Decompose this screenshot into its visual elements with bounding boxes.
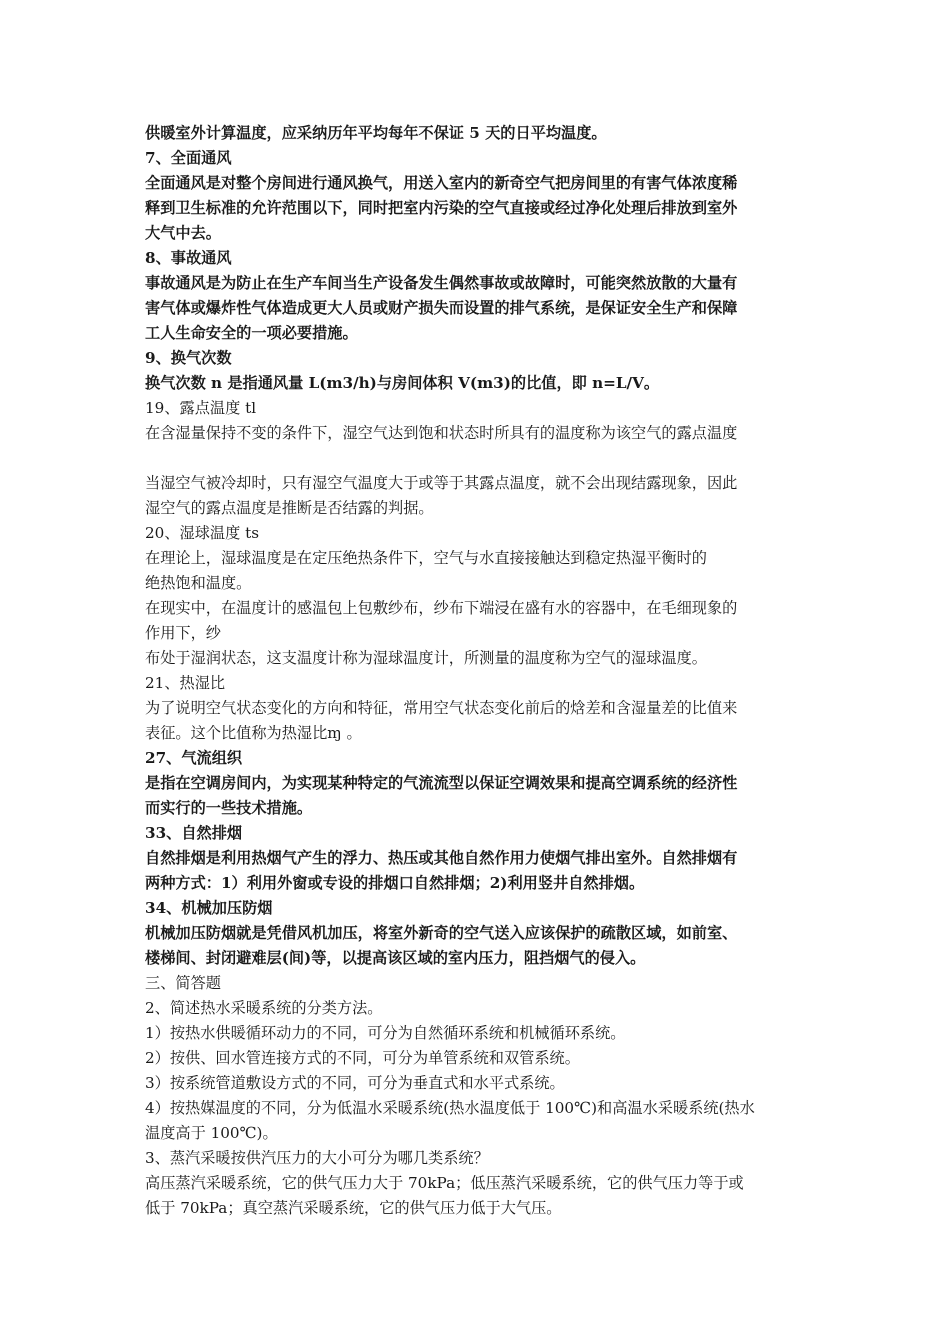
- section-heading: 9、换气次数: [145, 349, 232, 367]
- paragraph-line: 害气体或爆炸性气体造成更大人员或财产损失而设置的排气系统，是保证安全生产和保障: [145, 299, 738, 317]
- paragraph-line: 事故通风是为防止在生产车间当生产设备发生偶然事故或故障时，可能突然放散的大量有: [145, 274, 738, 292]
- paragraph-line: 自然排烟是利用热烟气产生的浮力、热压或其他自然作用力使烟气排出室外。自然排烟有: [145, 849, 738, 867]
- section-heading: 20、湿球温度 ts: [145, 524, 259, 542]
- paragraph-line: 在现实中，在温度计的感温包上包敷纱布，纱布下端浸在盛有水的容器中，在毛细现象的: [145, 599, 738, 617]
- answer-line: 低于 70kPa；真空蒸汽采暖系统，它的供气压力低于大气压。: [145, 1199, 562, 1217]
- paragraph-line: 而实行的一些技术措施。: [145, 799, 313, 817]
- section-heading: 三、简答题: [145, 974, 221, 992]
- section-heading: 34、机械加压防烟: [145, 899, 273, 917]
- answer-line: 1）按热水供暖循环动力的不同，可分为自然循环系统和机械循环系统。: [145, 1024, 626, 1042]
- paragraph-line: 机械加压防烟就是凭借风机加压，将室外新奇的空气送入应该保护的疏散区域，如前室、: [145, 924, 738, 942]
- question-line: 3、蒸汽采暖按供汽压力的大小可分为哪几类系统？: [145, 1149, 489, 1167]
- section-heading: 21、热湿比: [145, 674, 226, 692]
- paragraph-line: 布处于湿润状态，这支温度计称为湿球温度计，所测量的温度称为空气的湿球温度。: [145, 649, 707, 667]
- paragraph-line: 为了说明空气状态变化的方向和特征，常用空气状态变化前后的焓差和含湿量差的比值来: [145, 699, 738, 717]
- paragraph-line: 表征。这个比值称为热湿比ɱ 。: [145, 724, 362, 742]
- section-heading: 19、露点温度 tl: [145, 399, 257, 417]
- paragraph-line: 大气中去。: [145, 224, 221, 242]
- paragraph-line: 两种方式：1）利用外窗或专设的排烟口自然排烟；2)利用竖井自然排烟。: [145, 874, 645, 892]
- paragraph-line: 换气次数 n 是指通风量 L(m3/h)与房间体积 V(m3)的比值，即 n=L/V。: [145, 374, 660, 392]
- question-line: 2、简述热水采暖系统的分类方法。: [145, 999, 383, 1017]
- answer-line: 高压蒸汽采暖系统，它的供气压力大于 70kPa；低压蒸汽采暖系统，它的供气压力等于或: [145, 1174, 744, 1192]
- blank-line: [145, 446, 810, 471]
- paragraph-line: 楼梯间、封闭避难层(间)等，以提高该区域的室内压力，阻挡烟气的侵入。: [145, 949, 646, 967]
- paragraph-line: 作用下，纱: [145, 624, 221, 642]
- paragraph-line: 绝热饱和温度。: [145, 574, 252, 592]
- answer-line: 温度高于 100℃)。: [145, 1124, 278, 1142]
- answer-line: 4）按热媒温度的不同，分为低温水采暖系统(热水温度低于 100℃)和高温水采暖系统(热水: [145, 1099, 755, 1117]
- paragraph-line: 在含湿量保持不变的条件下，湿空气达到饱和状态时所具有的温度称为该空气的露点温度: [145, 424, 738, 442]
- paragraph-line: 在理论上，湿球温度是在定压绝热条件下，空气与水直接接触达到稳定热湿平衡时的: [145, 549, 707, 567]
- paragraph-line: 供暖室外计算温度，应采纳历年平均每年不保证 5 天的日平均温度。: [145, 124, 607, 142]
- document-page: [145, 121, 810, 1221]
- section-heading: 8、事故通风: [145, 249, 232, 267]
- paragraph-line: 当湿空气被冷却时，只有湿空气温度大于或等于其露点温度，就不会出现结露现象，因此: [145, 474, 738, 492]
- paragraph-line: 全面通风是对整个房间进行通风换气，用送入室内的新奇空气把房间里的有害气体浓度稀: [145, 174, 738, 192]
- section-heading: 33、自然排烟: [145, 824, 243, 842]
- section-heading: 7、全面通风: [145, 149, 232, 167]
- section-heading: 27、气流组织: [145, 749, 243, 767]
- answer-line: 3）按系统管道敷设方式的不同，可分为垂直式和水平式系统。: [145, 1074, 565, 1092]
- paragraph-line: 湿空气的露点温度是推断是否结露的判据。: [145, 499, 434, 517]
- paragraph-line: 是指在空调房间内，为实现某种特定的气流流型以保证空调效果和提高空调系统的经济性: [145, 774, 738, 792]
- answer-line: 2）按供、回水管连接方式的不同，可分为单管系统和双管系统。: [145, 1049, 580, 1067]
- paragraph-line: 释到卫生标准的允许范围以下，同时把室内污染的空气直接或经过净化处理后排放到室外: [145, 199, 738, 217]
- paragraph-line: 工人生命安全的一项必要措施。: [145, 324, 358, 342]
